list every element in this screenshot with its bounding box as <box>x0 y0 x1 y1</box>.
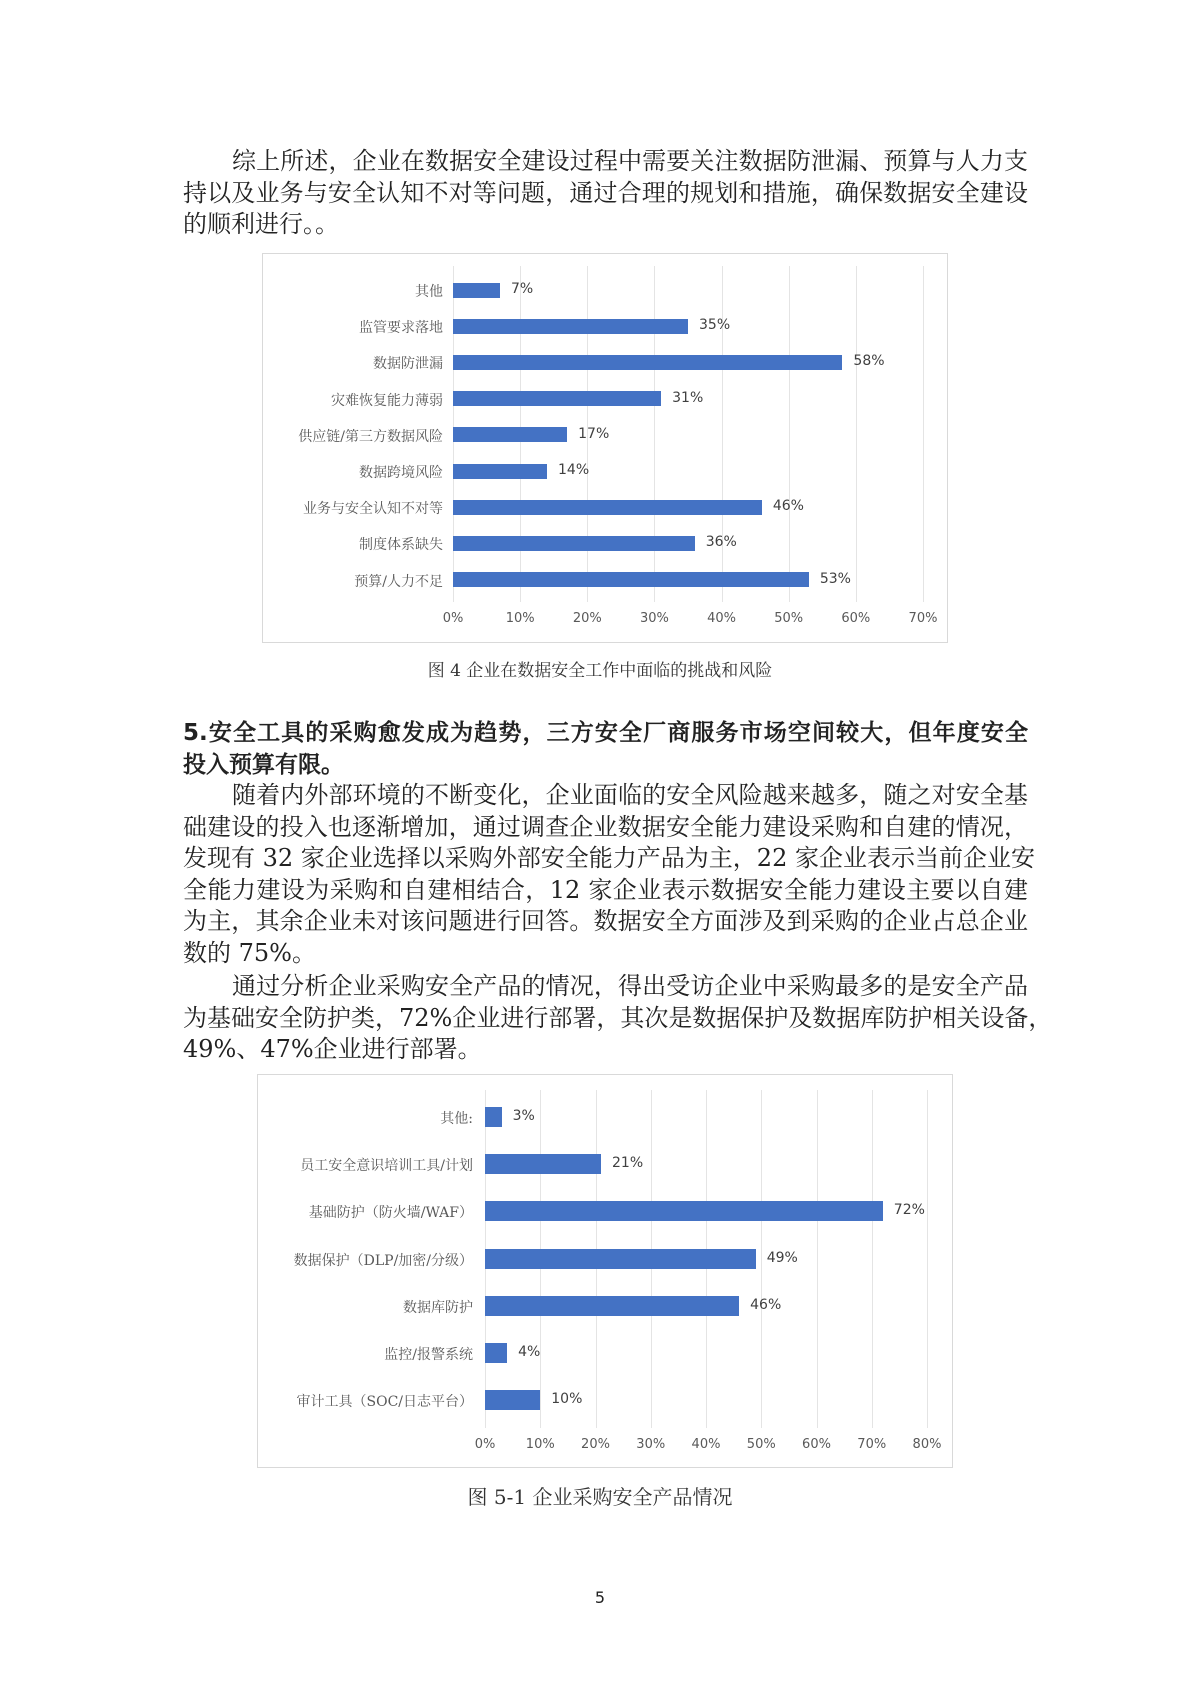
data-label: 17% <box>578 425 610 442</box>
x-tick-label: 40% <box>691 1437 721 1452</box>
data-label: 21% <box>612 1155 644 1172</box>
bar <box>485 1343 507 1363</box>
x-tick-label: 60% <box>841 611 871 626</box>
data-label: 7% <box>511 281 534 297</box>
page-number: 5 <box>594 1588 606 1607</box>
text-line: 的顺利进行。。 <box>183 210 339 239</box>
text-line: 础建设的投入也逐渐增加，通过调查企业数据安全能力建设采购和自建的情况， <box>183 812 1028 841</box>
x-tick-label: 20% <box>572 611 602 626</box>
category-label: 监控/报警系统 <box>384 1347 473 1363</box>
figure-caption-5-1: 图 5-1 企业采购安全产品情况 <box>467 1485 733 1509</box>
x-tick-label: 70% <box>857 1437 887 1452</box>
x-tick-label: 60% <box>802 1437 831 1452</box>
data-label: 3% <box>512 1108 535 1124</box>
category-label: 制度体系缺失 <box>359 537 443 554</box>
data-label: 72% <box>893 1202 925 1219</box>
gridline <box>856 266 857 602</box>
data-label: 14% <box>558 462 590 478</box>
bar <box>453 464 547 479</box>
text-line: 全能力建设为采购和自建相结合，12 家企业表示数据安全能力建设主要以自建 <box>183 875 1028 904</box>
bar <box>453 536 695 551</box>
x-tick-label: 70% <box>908 611 938 626</box>
paragraph-summary <box>183 146 1028 241</box>
bar <box>453 572 809 587</box>
category-label: 数据跨境风险 <box>359 465 443 481</box>
x-tick-label: 10% <box>525 1437 555 1452</box>
gridline <box>923 266 924 602</box>
bar <box>453 500 762 515</box>
bar <box>485 1107 502 1127</box>
data-label: 49% <box>766 1249 798 1266</box>
bar <box>453 427 567 442</box>
bar <box>453 283 500 298</box>
category-label: 其他: <box>440 1111 473 1127</box>
text-line: 通过分析企业采购安全产品的情况，得出受访企业中采购最多的是安全产品 <box>232 972 1028 1000</box>
x-tick-label: 50% <box>774 611 804 626</box>
x-tick-label: 40% <box>707 611 737 626</box>
text-line: 持以及业务与安全认知不对等问题，通过合理的规划和措施，确保数据安全建设 <box>183 178 1028 207</box>
figure-caption-4: 图 4 企业在数据安全工作中面临的挑战和风险 <box>427 661 773 681</box>
data-label: 53% <box>819 570 851 587</box>
bar <box>485 1296 739 1316</box>
text-line: 为主，其余企业未对该问题进行回答。数据安全方面涉及到采购的企业占总企业 <box>183 907 1028 936</box>
bar <box>485 1390 540 1410</box>
category-label: 数据库防护 <box>403 1299 473 1316</box>
category-label: 数据防泄漏 <box>373 356 443 373</box>
bar <box>485 1154 601 1174</box>
category-label: 灾难恢复能力薄弱 <box>331 392 443 409</box>
paragraph-procurement <box>183 780 1035 970</box>
data-label: 46% <box>750 1296 782 1313</box>
category-label: 预算/人力不足 <box>354 573 443 590</box>
x-tick-label: 20% <box>581 1437 610 1452</box>
category-label: 基础防护（防火墙/WAF） <box>308 1205 473 1222</box>
data-label: 35% <box>699 317 731 334</box>
category-label: 数据保护（DLP/加密/分级） <box>293 1252 473 1269</box>
data-label: 58% <box>853 353 885 370</box>
bar <box>453 391 661 406</box>
category-label: 监管要求落地 <box>359 320 443 337</box>
category-label: 业务与安全认知不对等 <box>303 501 443 518</box>
heading-line: 投入预算有限。 <box>183 751 344 778</box>
category-label: 审计工具（SOC/日志平台） <box>296 1394 473 1411</box>
x-tick-label: 10% <box>505 611 535 626</box>
bar <box>485 1249 756 1269</box>
gridline <box>872 1090 873 1428</box>
section-heading <box>183 718 1028 781</box>
x-tick-label: 80% <box>912 1437 942 1452</box>
data-label: 46% <box>772 498 804 515</box>
data-label: 36% <box>705 534 737 551</box>
text-line: 数的 75%。 <box>183 938 316 967</box>
data-label: 4% <box>518 1344 541 1360</box>
category-label: 员工安全意识培训工具/计划 <box>300 1158 473 1175</box>
data-label: 10% <box>551 1391 583 1408</box>
bar <box>453 319 688 334</box>
bar <box>485 1201 883 1221</box>
gridline <box>654 266 655 602</box>
x-tick-label: 30% <box>639 611 669 626</box>
text-line: 综上所述，企业在数据安全建设过程中需要关注数据防泄漏、预算与人力支 <box>232 147 1028 175</box>
data-label: 31% <box>672 389 704 406</box>
gridline <box>927 1090 928 1428</box>
text-line: 随着内外部环境的不断变化，企业面临的安全风险越来越多，随之对安全基 <box>232 781 1028 809</box>
text-line: 发现有 32 家企业选择以采购外部安全能力产品为主，22 家企业表示当前企业安 <box>183 844 1035 873</box>
category-label: 供应链/第三方数据风险 <box>298 428 443 445</box>
x-tick-label: 0% <box>474 1437 496 1452</box>
text-line: 49%、47%企业进行部署。 <box>183 1035 482 1064</box>
bar <box>453 355 842 370</box>
x-tick-label: 0% <box>442 611 464 626</box>
gridline <box>789 266 790 602</box>
category-label: 其他 <box>415 284 443 300</box>
x-tick-label: 30% <box>636 1437 666 1452</box>
x-tick-label: 50% <box>746 1437 776 1452</box>
heading-line: 5.安全工具的采购愈发成为趋势，三方安全厂商服务市场空间较大，但年度安全 <box>183 720 1028 746</box>
gridline <box>817 1090 818 1428</box>
text-line: 为基础安全防护类，72%企业进行部署，其次是数据保护及数据库防护相关设备， <box>183 1003 1053 1032</box>
paragraph-products <box>183 971 1053 1066</box>
gridline <box>761 1090 762 1428</box>
